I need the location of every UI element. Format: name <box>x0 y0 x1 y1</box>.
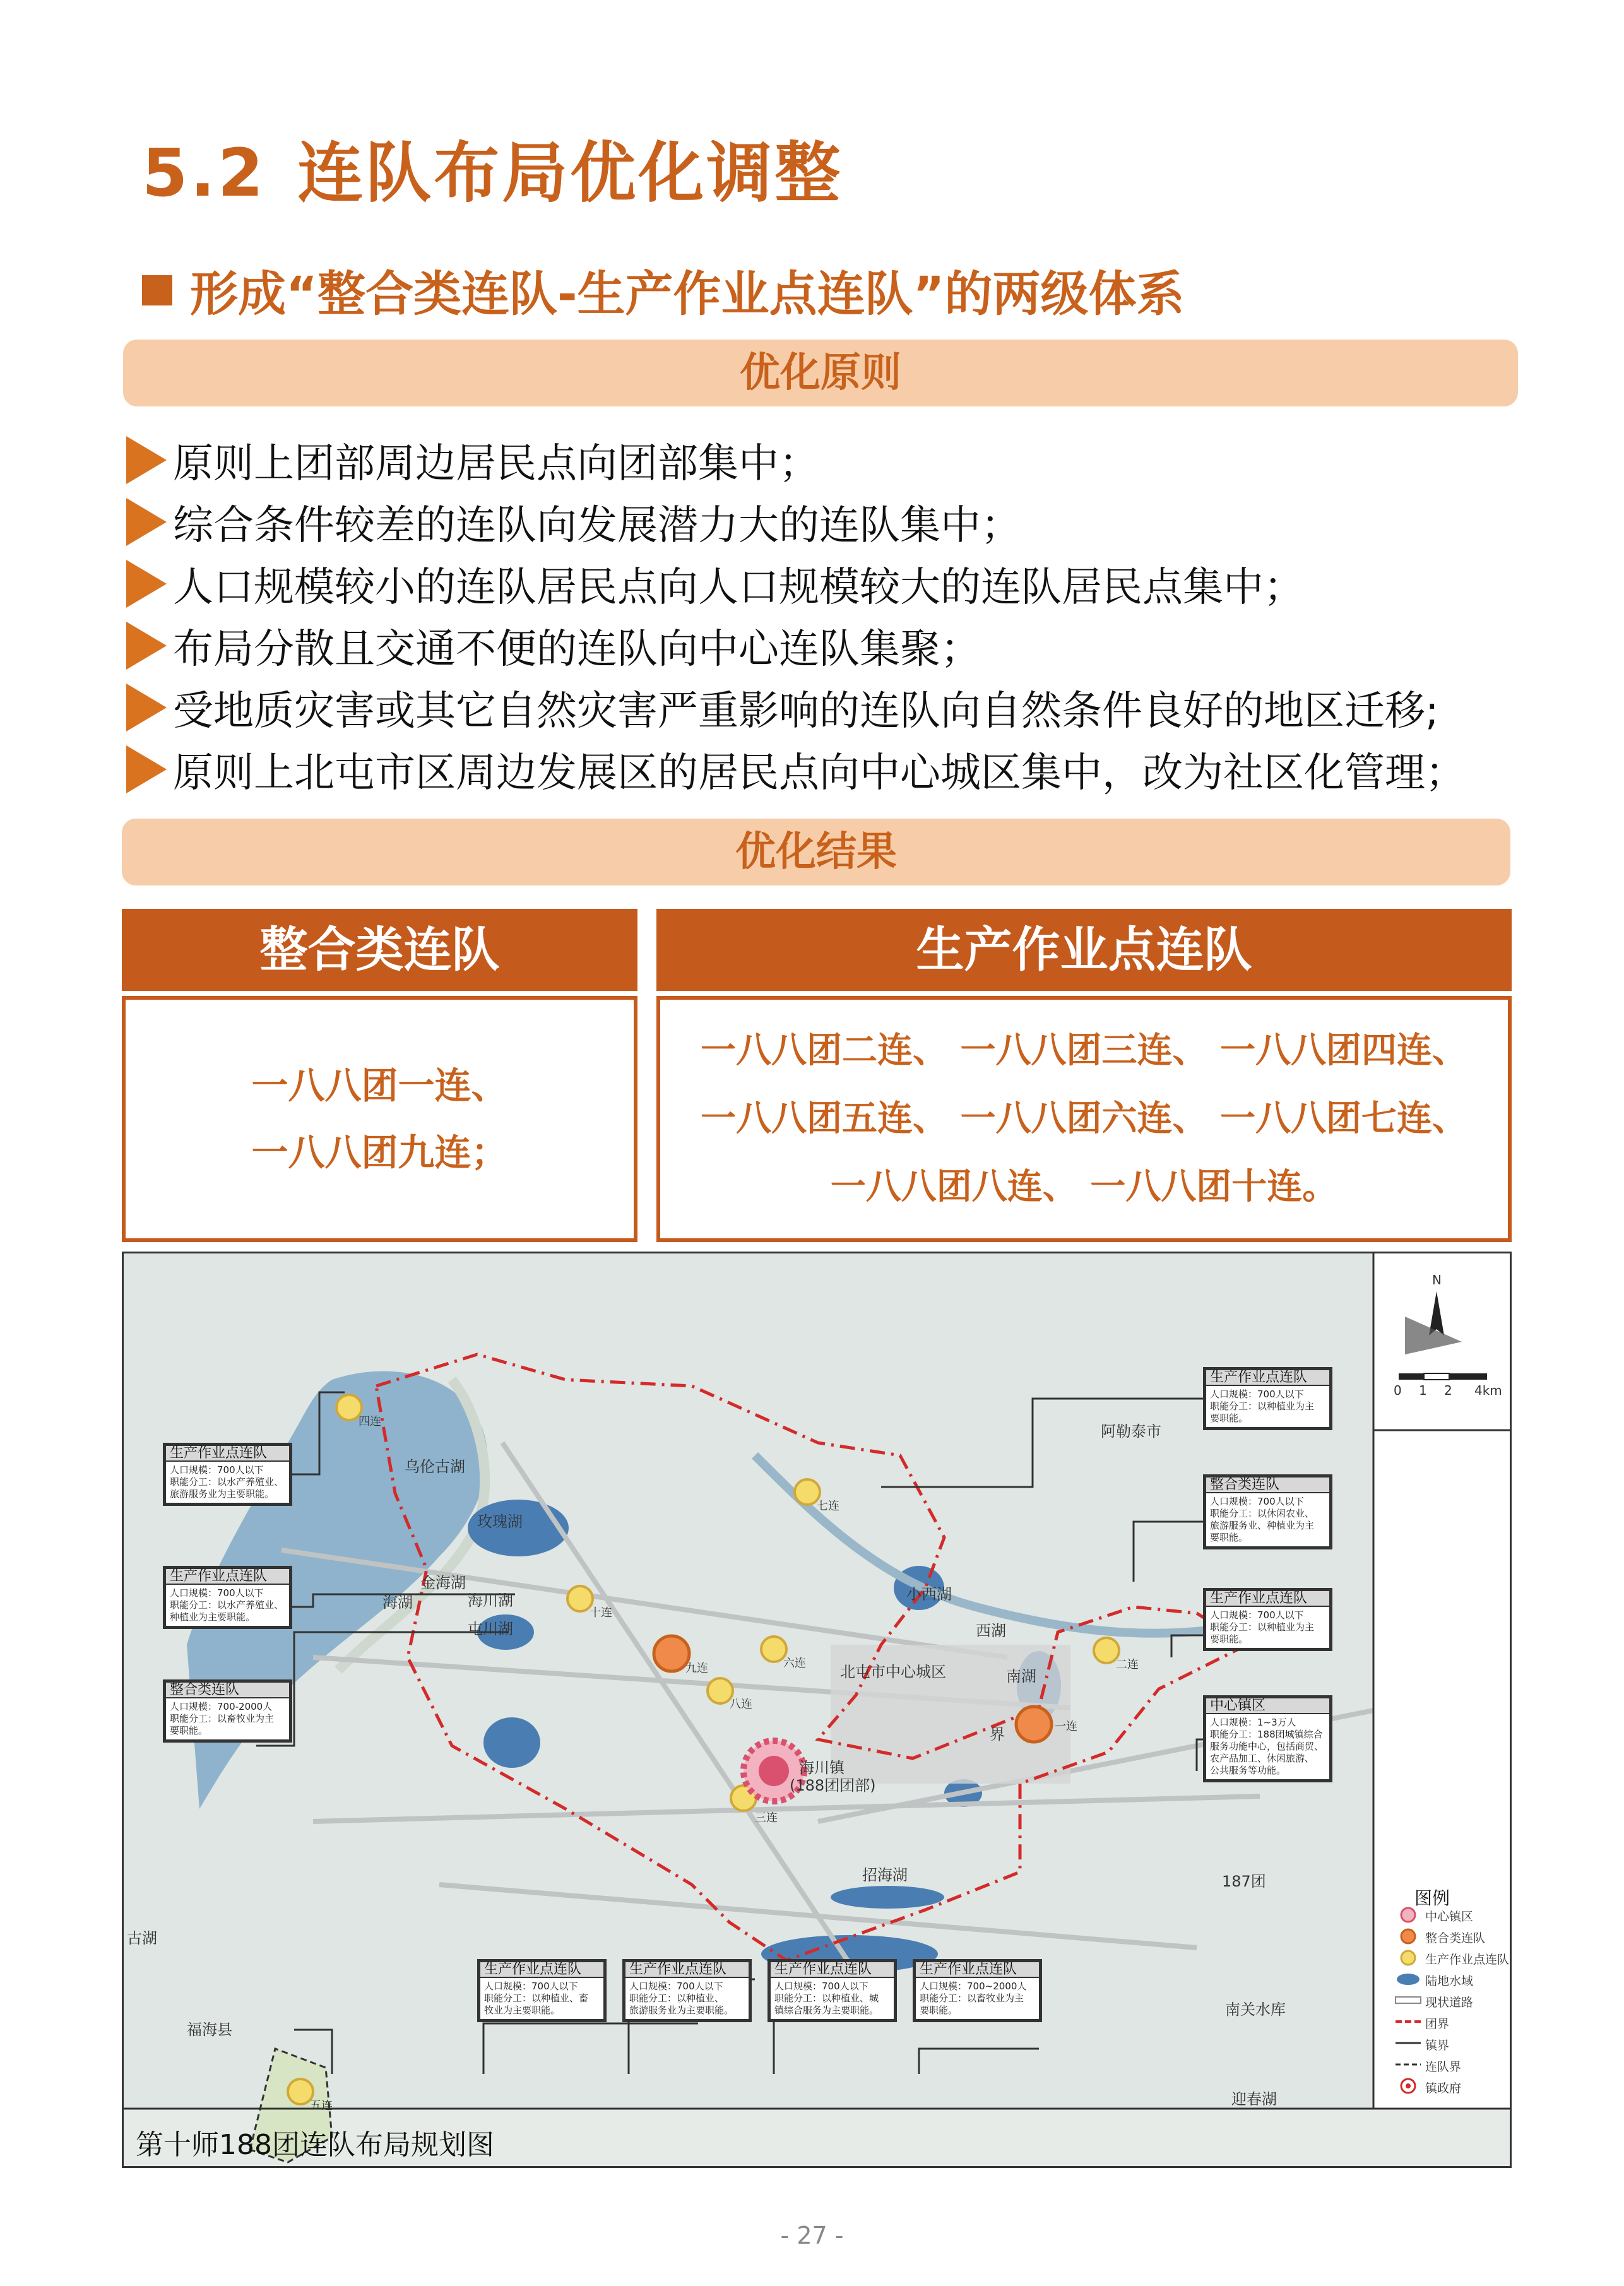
infobox-line: 农产品加工、休闲旅游、 <box>1210 1753 1315 1764</box>
infobox-line: 职能分工：以种植业为主 <box>1210 1621 1315 1633</box>
label-fuhai: 福海县 <box>187 2021 232 2039</box>
infobox-line: 要职能。 <box>920 2005 958 2016</box>
company-marker-6 <box>761 1637 786 1662</box>
page-number: - 27 - <box>780 2222 844 2249</box>
production-companies-box <box>656 996 1512 1242</box>
principle-text: 综合条件较差的连队向发展潜力大的连队集中； <box>173 502 1021 549</box>
label-yingchun: 迎春湖 <box>1231 2090 1277 2108</box>
triangle-bullet-icon <box>126 622 167 670</box>
infobox-production <box>163 1566 292 1629</box>
company-marker-5 <box>288 2079 313 2104</box>
label-187: 187团 <box>1222 1873 1266 1890</box>
label-company-9: 九连 <box>685 1662 708 1675</box>
company-marker-1 <box>1016 1707 1052 1742</box>
infobox-line: 人口规模：700人以下 <box>170 1587 264 1599</box>
section-title-text: 连队布局优化调整 <box>297 134 843 211</box>
legend-item: 整合类连队 <box>1425 1931 1486 1945</box>
infobox-production <box>163 1443 292 1506</box>
infobox-line: 人口规模：1~3万人 <box>1210 1717 1296 1728</box>
label-company-5: 五连 <box>310 2099 333 2112</box>
integrated-companies-header: 整合类连队 <box>122 909 637 991</box>
infobox-line: 人口规模：700人以下 <box>1210 1496 1304 1507</box>
infobox-title: 生产作业点连队 <box>480 1962 603 1978</box>
infobox-line: 职能分工：以种植业、 <box>629 1993 725 2004</box>
north-label: N <box>1432 1272 1442 1288</box>
label-meigui: 玫瑰湖 <box>477 1513 523 1531</box>
principle-item <box>126 491 1622 553</box>
infobox-title: 生产作业点连队 <box>166 1569 289 1585</box>
subtitle <box>142 256 1184 324</box>
square-bullet-icon <box>142 275 172 305</box>
company-line: 一八八团一连、 <box>251 1064 508 1107</box>
map-caption: 第十师188团连队布局规划图 <box>136 2129 494 2161</box>
triangle-bullet-icon <box>126 745 167 793</box>
principle-item <box>126 738 1622 800</box>
lake-tunchuan <box>483 1717 540 1768</box>
label-xiaoxihu: 小西湖 <box>906 1585 952 1603</box>
infobox-line: 要职能。 <box>1210 1532 1248 1543</box>
legend-item: 镇政府 <box>1425 2082 1462 2095</box>
infobox-line: 旅游服务业为主要职能。 <box>629 2005 734 2016</box>
label-company-3: 三连 <box>755 1811 778 1825</box>
legend-item: 现状道路 <box>1425 1996 1474 2010</box>
principle-item <box>126 553 1622 615</box>
label-company-8: 八连 <box>730 1698 752 1711</box>
triangle-bullet-icon <box>126 498 167 546</box>
infobox-title: 生产作业点连队 <box>166 1446 289 1462</box>
label-wulungu: 乌伦古湖 <box>405 1458 465 1476</box>
company-marker-7 <box>795 1479 820 1505</box>
infobox-line: 职能分工：以水产养殖业、 <box>170 1476 284 1488</box>
integrated-companies-box <box>122 996 637 1242</box>
infobox-title: 生产作业点连队 <box>1206 1591 1329 1607</box>
label-zhaohai: 招海湖 <box>862 1866 908 1884</box>
infobox-line: 人口规模：700人以下 <box>484 1981 578 1992</box>
infobox-line: 镇综合服务为主要职能。 <box>774 2005 879 2016</box>
principle-item <box>126 429 1622 491</box>
principle-text: 布局分散且交通不便的连队向中心连队集聚； <box>173 626 981 673</box>
company-line: 一八八团八连、 一八八团十连。 <box>830 1166 1338 1207</box>
scale-label-2: 2 <box>1444 1383 1452 1398</box>
infobox-integrated <box>163 1679 292 1743</box>
principle-text: 原则上团部周边居民点向团部集中； <box>173 441 819 487</box>
infobox-line: 服务功能中心，包括商贸、 <box>1210 1741 1324 1752</box>
layout-map <box>122 1252 1512 2168</box>
company-marker-4 <box>336 1395 362 1420</box>
company-line: 一八八团五连、 一八八团六连、 一八八团七连、 <box>701 1098 1467 1139</box>
infobox-line: 牧业为主要职能。 <box>484 2005 560 2016</box>
triangle-bullet-icon <box>126 436 167 484</box>
legend-item: 团界 <box>1425 2017 1450 2031</box>
label-gu: 古湖 <box>127 1929 157 1947</box>
infobox-line: 人口规模：700-2000人 <box>170 1701 273 1712</box>
label-haichuan-town-sub: (188团团部) <box>790 1777 876 1794</box>
infobox-line: 人口规模：700~2000人 <box>920 1981 1027 1992</box>
label-company-2: 二连 <box>1116 1658 1139 1671</box>
infobox-production <box>913 1959 1042 2022</box>
infobox-title: 生产作业点连队 <box>1206 1370 1329 1386</box>
infobox-title: 生产作业点连队 <box>625 1962 749 1978</box>
section-title <box>142 120 843 215</box>
label-company-1: 一连 <box>1055 1720 1077 1733</box>
label-aletai: 阿勒泰市 <box>1101 1423 1161 1440</box>
section-number: 5.2 <box>142 134 266 211</box>
company-line: 一八八团九连； <box>251 1131 508 1174</box>
principle-item <box>126 615 1622 677</box>
infobox-line: 职能分工：188团城镇综合 <box>1210 1729 1323 1740</box>
scale-bar <box>1399 1373 1487 1380</box>
triangle-bullet-icon <box>126 560 167 608</box>
label-haichuan-town: 海川镇 <box>799 1759 845 1777</box>
label-jinhai: 金海湖 <box>420 1574 466 1592</box>
principle-text: 人口规模较小的连队居民点向人口规模较大的连队居民点集中； <box>173 564 1304 611</box>
legend-item: 陆地水域 <box>1425 1974 1474 1988</box>
infobox-production <box>1203 1367 1332 1430</box>
infobox-title: 生产作业点连队 <box>916 1962 1039 1978</box>
infobox-production <box>1203 1588 1332 1651</box>
label-jie: 界 <box>990 1726 1005 1743</box>
infobox-line: 人口规模：700人以下 <box>774 1981 868 1992</box>
infobox-line: 旅游服务业、种植业为主 <box>1210 1520 1315 1531</box>
infobox-title: 整合类连队 <box>166 1683 289 1698</box>
label-company-4: 四连 <box>359 1415 381 1428</box>
scale-label-0: 0 <box>1394 1383 1402 1398</box>
infobox-line: 职能分工：以休闲农业、 <box>1210 1508 1315 1519</box>
infobox-integrated <box>1203 1474 1332 1549</box>
infobox-line: 职能分工：以种植业、畜 <box>484 1993 589 2004</box>
label-company-7: 七连 <box>817 1500 839 1513</box>
infobox-line: 职能分工：以种植业、城 <box>774 1993 879 2004</box>
infobox-line: 要职能。 <box>170 1725 208 1736</box>
company-line: 一八八团二连、 一八八团三连、 一八八团四连、 <box>701 1030 1467 1071</box>
infobox-line: 职能分工：以水产养殖业、 <box>170 1599 284 1611</box>
principles-list <box>126 429 1622 800</box>
principle-text: 受地质灾害或其它自然灾害严重影响的连队向自然条件良好的地区迁移; <box>173 688 1439 735</box>
infobox-line: 人口规模：700人以下 <box>629 1981 723 1992</box>
infobox-title: 中心镇区 <box>1206 1698 1329 1714</box>
legend-item: 连队界 <box>1425 2060 1462 2074</box>
company-marker-9 <box>654 1636 689 1671</box>
infobox-center-town <box>1203 1695 1332 1782</box>
infobox-line: 要职能。 <box>1210 1412 1248 1424</box>
infobox-line: 种植业为主要职能。 <box>170 1611 256 1623</box>
infobox-line: 人口规模：700人以下 <box>1210 1609 1304 1621</box>
infobox-title: 生产作业点连队 <box>771 1962 894 1978</box>
infobox-line: 职能分工：以种植业为主 <box>1210 1401 1315 1412</box>
production-companies-header: 生产作业点连队 <box>656 909 1512 991</box>
legend-item: 生产作业点连队 <box>1425 1953 1510 1967</box>
infobox-line: 要职能。 <box>1210 1633 1248 1645</box>
infobox-production <box>622 1959 752 2022</box>
principle-text: 原则上北屯市区周边发展区的居民点向中心城区集中，改为社区化管理； <box>173 750 1466 797</box>
band-results: 优化结果 <box>122 819 1510 885</box>
label-haihu: 海湖 <box>382 1594 413 1611</box>
scale-label-1: 1 <box>1419 1383 1427 1398</box>
label-company-10: 十连 <box>590 1606 612 1620</box>
label-tunchuan: 屯川湖 <box>468 1620 513 1638</box>
legend-item: 中心镇区 <box>1425 1910 1474 1924</box>
infobox-production <box>477 1959 607 2022</box>
subtitle-text: 形成“整合类连队-生产作业点连队”的两级体系 <box>190 266 1185 322</box>
scale-label-4km: 4km <box>1474 1383 1502 1398</box>
company-marker-10 <box>567 1586 593 1611</box>
infobox-line: 职能分工：以畜牧业为主 <box>920 1993 1024 2004</box>
principle-item <box>126 677 1622 738</box>
infobox-production <box>768 1959 897 2022</box>
label-xihu: 西湖 <box>976 1622 1006 1640</box>
infobox-title: 整合类连队 <box>1206 1478 1329 1493</box>
infobox-line: 人口规模：700人以下 <box>1210 1389 1304 1400</box>
legend-title: 图例 <box>1414 1888 1450 1909</box>
label-beitun: 北屯市中心城区 <box>840 1663 946 1681</box>
lake-zhaohai <box>831 1886 944 1909</box>
band-principles: 优化原则 <box>123 340 1518 406</box>
label-nanguan: 南关水库 <box>1225 2001 1286 2018</box>
company-marker-2 <box>1094 1638 1119 1663</box>
infobox-line: 职能分工：以畜牧业为主 <box>170 1713 275 1724</box>
legend-item: 镇界 <box>1425 2039 1450 2052</box>
label-nanhu: 南湖 <box>1006 1667 1036 1685</box>
infobox-line: 人口规模：700人以下 <box>170 1464 264 1476</box>
infobox-line: 旅游服务业为主要职能。 <box>170 1488 275 1500</box>
label-haichuan: 海川湖 <box>468 1592 513 1609</box>
triangle-bullet-icon <box>126 684 167 731</box>
label-company-6: 六连 <box>783 1657 806 1670</box>
infobox-line: 公共服务等功能。 <box>1210 1765 1286 1776</box>
company-marker-8 <box>708 1678 733 1703</box>
